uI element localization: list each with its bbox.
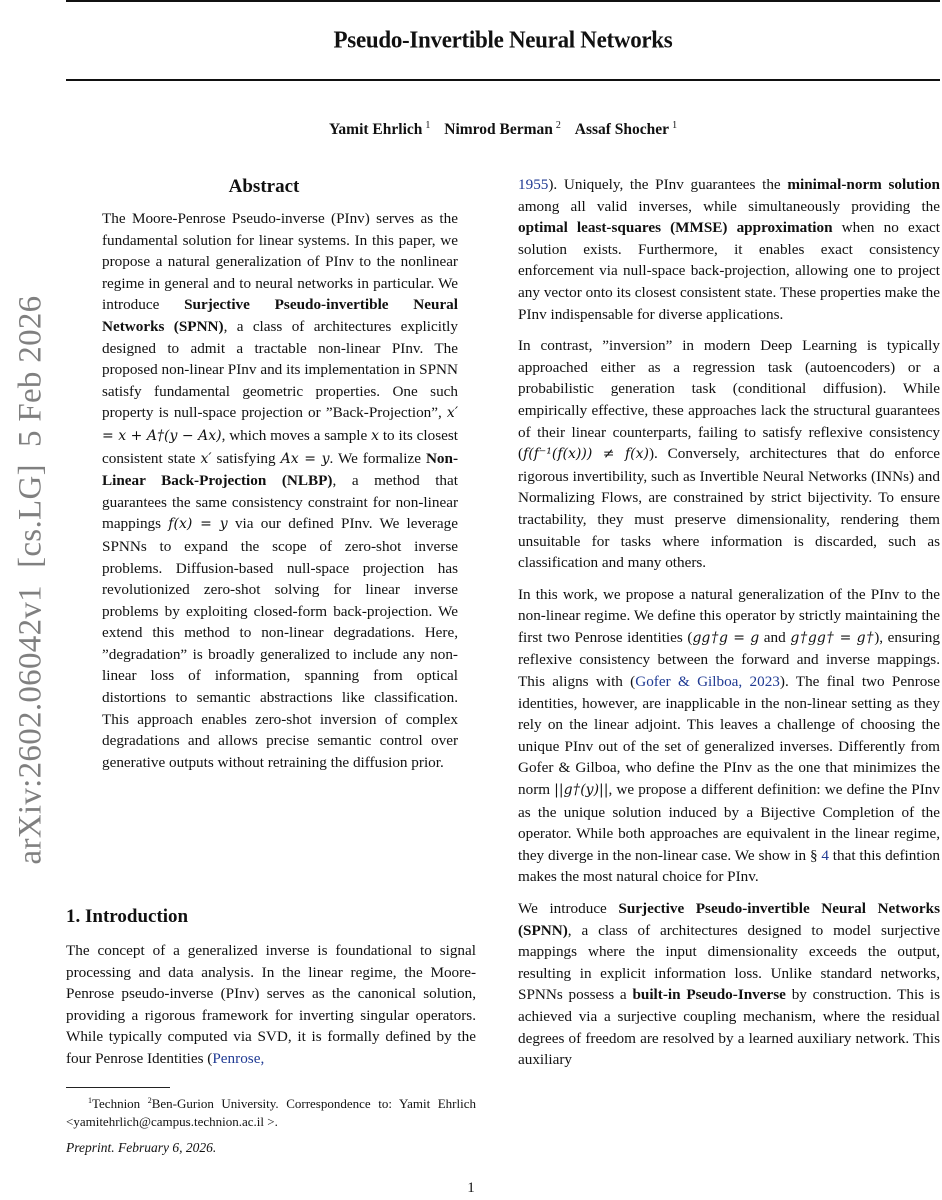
section-reference-link[interactable]: 4 — [821, 846, 829, 864]
right-column — [518, 174, 940, 1081]
text-span: We introduce — [518, 900, 619, 917]
introduction-paragraph — [518, 335, 940, 574]
author — [329, 121, 430, 138]
math-expression: gg†g = g — [692, 629, 760, 646]
math-expression: f(f⁻¹(f(x))) ≠ f(x) — [523, 446, 649, 463]
text-span: ). The final two Penrose identities, however, are inapplicable in the non-linear setting as they rely on the linear adjoint. This leaves a challenge of choosing the unique PInv out of the set of generalized inverses. Differently from Gofer & Gilboa, who define the PInv as the one that minimizes the norm — [518, 673, 941, 799]
text-span: via our defined PInv. We leverage SPNNs to expand the scope of zero-shot inverse problems. Diffusion-based null-space projection has revolutionized zero-shot solving for linear inverse problems by exploiting closed-form back-projection. We extend this method to non-linear degradations. Here, ”degradation” is broadly generalized to include any non-linear loss of information, spanning from optical distortions to semantic abstractions like classification. This approach enables zero-shot inversion of complex degradations and allows precise semantic control over generative outputs without retraining the diffusion prior. — [102, 515, 458, 771]
math-expression: x — [371, 427, 379, 444]
introduction-paragraph — [518, 584, 940, 888]
affiliation-footnote — [66, 1092, 476, 1131]
title-rule-top — [66, 0, 940, 2]
text-span: and — [759, 628, 791, 646]
author — [575, 121, 677, 138]
text-span: Technion — [92, 1096, 148, 1111]
author-affiliation: 1 — [425, 120, 431, 131]
math-expression: Ax = y — [280, 450, 330, 467]
introduction-paragraph — [66, 940, 476, 1070]
text-span: The concept of a generalized inverse is foundational to signal processing and data analysis. In the linear regime, the Moore-Penrose pseudo-inverse (PInv) serves as the canonical solution, providing a rigorous framework for inverting singular operators. While typically computed via SVD, it is formally defined by the four Penrose Identities ( — [66, 942, 476, 1067]
author-name: Nimrod Berman — [444, 121, 553, 138]
text-span: The Moore-Penrose Pseudo-inverse (PInv) serves as the fundamental solution for linear systems. In this paper, we propose a natural generalization of PInv to the nonlinear regime in general and to neural networks in particular. We introduce — [102, 210, 458, 314]
text-span: , we propose a different definition: we define the PInv as the unique solution induced by a Bijective Completion of the operator. While both approaches are equivalent in the linear regime, they diverge in the non-linear case. We show in § — [518, 781, 940, 864]
math-expression: x′ = x + A†(y − Ax) — [102, 405, 458, 444]
author-name: Yamit Ehrlich — [328, 121, 423, 138]
footnote-marker: 2 — [147, 1096, 152, 1105]
text-span: to its closest consistent state — [102, 426, 459, 467]
abstract-body — [102, 208, 458, 773]
citation-link[interactable]: Gofer & Gilboa, 2023 — [635, 673, 780, 691]
math-expression: f(x) = y — [168, 516, 228, 533]
author-affiliation: 2 — [555, 120, 561, 131]
bold-term: minimal-norm solution — [787, 176, 940, 193]
text-span: . We formalize — [329, 449, 426, 467]
preprint-note: Preprint. February 6, 2026. — [66, 1140, 217, 1155]
bold-term: Surjective Pseudo-invertible Neural Networks (SPNN) — [102, 296, 458, 335]
text-span: , a class of architectures designed to model surjective mappings where the input dimensionality exceeds the output, resulting in explicit information loss. Unlike standard networks, SPNNs possess a — [518, 921, 940, 1004]
arxiv-identifier-stamp: arXiv:2602.06042v1 [cs.LG] 5 Feb 2026 — [12, 295, 49, 865]
footnote-divider — [66, 1087, 170, 1088]
section-heading-introduction: 1. Introduction — [66, 906, 189, 927]
page-number: 1 — [467, 1180, 475, 1196]
text-span: when no exact solution exists. Furthermore, it enables exact consistency enforcement via null-space back-projection, allowing one to project any vector onto its closest consistent state. These properties make the PInv indispensable for diverse applications. — [518, 219, 940, 323]
text-span: , a method that guarantees the same consistency constraint for non-linear mappings — [102, 472, 458, 533]
introduction-paragraph — [518, 898, 940, 1071]
text-span: by construction. This is achieved via a surjective coupling mechanism, where the residual degrees of freedom are resolved by a learned auxiliary network. This auxiliary — [518, 986, 940, 1069]
text-span: ), ensuring reflexive consistency between the forward and inverse mappings. This aligns with ( — [518, 628, 940, 691]
citation-link[interactable]: 1955 — [518, 176, 549, 193]
bold-term: Surjective Pseudo-invertible Neural Networks (SPNN) — [518, 900, 940, 939]
bold-term: Non-Linear Back-Projection (NLBP) — [102, 449, 459, 490]
text-span: In this work, we propose a natural generalization of the PInv to the non-linear regime. We define this operator by strictly maintaining the first two Penrose identities ( — [518, 585, 940, 646]
text-span: Ben-Gurion University. Correspondence to: Yamit Ehrlich <yamitehrlich@campus.technion.ac.il >. — [66, 1096, 476, 1129]
math-expression: g†gg† = g† — [790, 629, 875, 646]
text-span: among all valid inverses, while simultaneously providing the — [518, 197, 940, 215]
text-span: ). Uniquely, the PInv guarantees the — [548, 176, 788, 193]
text-span: that this defintion makes the most natural choice for PInv. — [518, 846, 940, 886]
text-span: , a class of architectures explicitly designed to admit a tractable non-linear PInv. The proposed non-linear PInv and its implementation in SPNN satisfy fundamental geometric properties. One such property is null-space projection or ”Back-Projection”, — [102, 317, 458, 422]
math-expression: x′ — [200, 450, 212, 467]
text-span: , which moves a sample — [221, 426, 372, 444]
math-expression: ||g†(y)|| — [554, 782, 609, 799]
bold-term: optimal least-squares (MMSE) approximation — [518, 219, 833, 237]
paper-title: Pseudo-Invertible Neural Networks — [333, 26, 673, 53]
left-column — [66, 174, 476, 1155]
author-affiliation: 1 — [672, 120, 678, 131]
abstract-heading: Abstract — [228, 176, 300, 197]
citation-link[interactable]: Penrose, — [212, 1049, 265, 1067]
author-list — [66, 120, 940, 139]
bold-term: built-in Pseudo-Inverse — [632, 986, 786, 1004]
text-span: In contrast, ”inversion” in modern Deep Learning is typically approached either as a regression task (autoencoders) or a probabilistic generation task (conditional diffusion). While empirically effective, these approaches lack the structural guarantees of their linear counterparts, failing to satisfy reflexive consistency ( — [518, 337, 940, 463]
footnote-marker: 1 — [88, 1096, 92, 1105]
text-span: ). Conversely, architectures that do enforce rigorous invertibility, such as Invertible Neural Networks (INNs) and Normalizing Flows, are constrained by strict bijectivity. To ensure tractability, they must preserve dimensionality, rendering them unsuitable for tasks where information is discarded, such as classification and many others. — [518, 445, 940, 572]
author-name: Assaf Shocher — [574, 121, 670, 138]
author — [444, 121, 561, 138]
title-rule-bottom — [66, 79, 940, 81]
introduction-paragraph — [518, 174, 940, 325]
text-span: satisfying — [211, 449, 281, 467]
